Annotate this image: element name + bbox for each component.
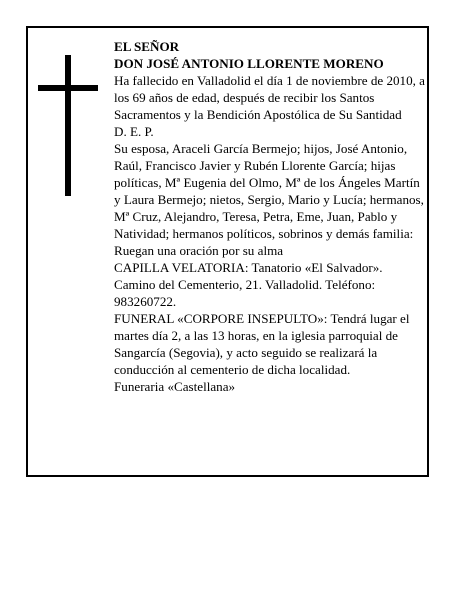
- funeral-info: FUNERAL «CORPORE INSEPULTO»: Tendrá lugar el martes día 2, a las 13 horas, en la iglesia parroquial de Sangarcía (Segovia), y acto seguido se realizará la conducción al cementerio de dicha localidad.: [114, 311, 410, 377]
- cross-horizontal-bar: [38, 85, 98, 91]
- deceased-name: DON JOSÉ ANTONIO LLORENTE MORENO: [114, 56, 384, 71]
- chapel-info: CAPILLA VELATORIA: Tanatorio «El Salvador». Camino del Cementerio, 21. Valladolid. Teléfono: 983260722.: [114, 260, 383, 309]
- cross-vertical-bar: [65, 55, 71, 196]
- obituary-text: [114, 38, 426, 395]
- family-list: Su esposa, Araceli García Bermejo; hijos, José Antonio, Raúl, Francisco Javier y Rubén Llorente García; hijas políticas, Mª Eugenia del Olmo, Mª de los Ángeles Martín y Laura Bermejo; nietos, Sergio, Mario y Lucía; hermanos, Mª Cruz, Alejandro, Teresa, Petra, Eme, Juan, Pablo y Natividad; hermanos políticos, sobrinos y demás familia:: [114, 141, 424, 241]
- prayer-request: Ruegan una oración por su alma: [114, 243, 284, 258]
- rip-line: D. E. P.: [114, 124, 154, 139]
- death-statement: Ha fallecido en Valladolid el día 1 de noviembre de 2010, a los 69 años de edad, después de recibir los Santos Sacramentos y la Bendición Apostólica de Su Santidad: [114, 73, 425, 122]
- funeral-home: Funeraria «Castellana»: [114, 379, 236, 394]
- latin-cross-icon: [38, 55, 98, 196]
- title-line-1: EL SEÑOR: [114, 39, 180, 54]
